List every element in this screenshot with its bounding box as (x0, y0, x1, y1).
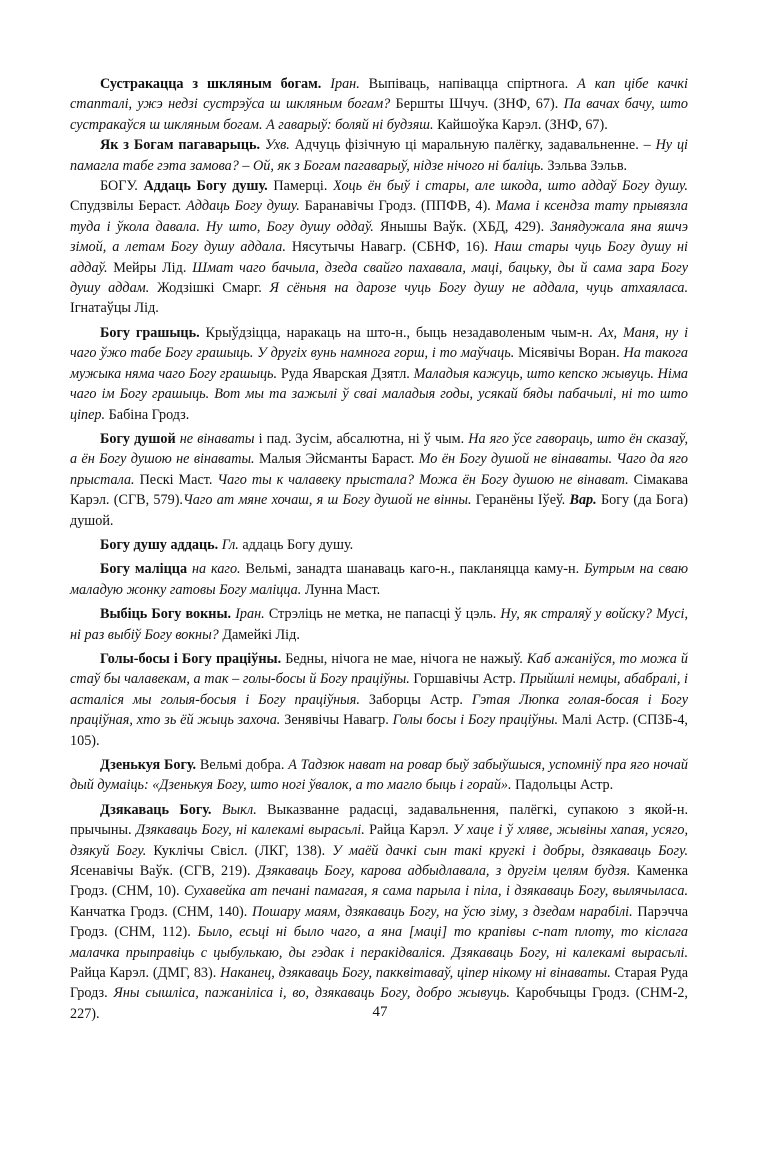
definition-text: Руда Яварская Дзятл. (277, 365, 414, 382)
definition-text: Малыя Эйсманты Бараст. (254, 451, 419, 468)
entry-bogu-dushu-addats (70, 535, 688, 555)
variant-label: Вар. (569, 492, 597, 509)
entry-vybits-bogu-vokny (70, 604, 688, 645)
italic-text: Ну ці памагла табе гэта замова? – Ой, як з Богам пагаварыў, нідзе нічого ні баліць. (70, 137, 688, 174)
dictionary-page (70, 74, 688, 1024)
definition-text: Сімакава Карэл. (СГВ, 579). (70, 471, 689, 509)
definition-text: Лунна Маст. (301, 581, 381, 598)
entry-goly-bosy (70, 649, 688, 751)
definition-text: Парэчча Гродз. (СНМ, 112). (70, 903, 688, 941)
italic-text: А Тадзюк нават на ровар быў забыўшыся, успомніў пра яго ночай дый думаіць: «Дзенькуя Богу, што ногі ўвалок, а то магло быць і горай». (70, 757, 688, 794)
italic-text: Мо ён Богу душой не вінаваты. Чаго да яго прыстала. (70, 451, 688, 488)
definition-text: Бершты Шчуч. (ЗНФ, 67). (390, 96, 564, 113)
italic-text: Мама і ксендза тату прывязла туда і ўкола давала. Ну што, Богу душу оддаў. (70, 198, 688, 235)
italic-text: Ах, Маня, ну і чаго ўжо табе Богу грашыць. У другіх вунь намнога горш, і то маўчаць. (70, 324, 689, 362)
definition-text: Янышы Ваўк. (ХБД, 429). (373, 218, 551, 235)
definition-text: Місявічы Воран. (514, 345, 624, 362)
definition-text: Старая Руда Гродз. (70, 965, 688, 1002)
definition-text: Выказванне радасці, задавальнення, палёгкі, супакою з якой-н. прычыны. (70, 801, 688, 839)
definition-text: Каробчыцы Гродз. (СНМ-2, 227). (70, 985, 688, 1022)
definition-text: Вельмі добра. (196, 757, 289, 773)
italic-text: Сухавейка ат печані памагая, я сама парыла і піла, і дзякаваць Богу, вылячылаcа. (183, 883, 688, 900)
definition-text: Ясенавічы Ваўк. (СГВ, 219). (70, 863, 257, 880)
definition-text: Стрэліць не метка, не папасці ў цэль. (264, 606, 501, 623)
italic-text: Ну, як страляў у войску? Мусі, ні раз выбіў Богу вокны? (70, 606, 688, 643)
italic-text: Дзякаваць Богу, карова адбыдлавала, з другім целям будзя. (256, 863, 631, 880)
headword: Выбіць Богу вокны. (100, 606, 232, 623)
definition-text: Райца Карэл. (ДМГ, 83). (70, 965, 221, 982)
italic-text: Яны сышліса, пажаніліса і, во, дзякаваць Богу, добро жывуць. (113, 985, 510, 1002)
italic-text: Іран. (321, 76, 360, 92)
definition-text: Канчатка Гродз. (СНМ, 140). (70, 903, 253, 920)
definition-text: Памерці. (267, 178, 334, 195)
definition-text: Зэльва Зэльв. (543, 157, 628, 174)
italic-text: Па вачах бачу, што сустракаўся ш шкляным богам. А гаварыў: боляй ні будзяш. (70, 96, 688, 133)
italic-text: Чаго ат мяне хочаш, я ш Богу душой не вінны. (182, 492, 472, 509)
headword: Сустракацца з шкляным богам. (100, 76, 322, 92)
headword: Богу душу аддаць. (100, 536, 219, 553)
entry-bogu-grashyts (70, 323, 688, 425)
definition-text: Падольцы Астр. (511, 777, 614, 794)
definition-text: Кайшоўка Карэл. (ЗНФ, 67). (433, 116, 608, 133)
headword: Богу маліцца (100, 561, 188, 578)
definition-text: Пескі Маст. (134, 471, 218, 488)
definition-text: Горшавічы Астр. (409, 671, 520, 688)
entry-dzenkuya-bogu (70, 755, 688, 796)
definition-text: Спудзвілы Бераст. (70, 198, 187, 215)
definition-text: Мейры Лід. (107, 259, 193, 276)
definition-text: Малі Астр. (СПЗБ-4, 105). (70, 712, 688, 749)
entry-yak-z-bogam (70, 135, 688, 176)
italic-text: Я сёньня на дарозе чуць Богу душу не аддала, чуць атхаяласа. (269, 280, 689, 297)
italic-text: Чаго ты к чалавеку прыстала? Можа ён Богу душою не вінават. (217, 471, 629, 488)
definition-text: Баранавічы Гродз. (ППФВ, 4). (299, 198, 496, 215)
italic-text: На яго ўсе гавораць, што ён сказаў, а ён Богу душою не вінаваты. (70, 430, 689, 468)
definition-text: Нясутычы Навагр. (СБНФ, 16). (285, 239, 495, 256)
italic-text: Дзякаваць Богу, ні калекамі вырасьлі. (135, 822, 365, 839)
italic-text: Іран. (231, 606, 265, 623)
definition-text: Райца Карэл. (364, 822, 454, 839)
italic-text: У хаце і ў хляве, жывіны хапая, усяго, дзякуй Богу. (70, 822, 688, 859)
italic-text: Гл. (218, 536, 239, 553)
italic-text: Голы босы і Богу праціўны. (392, 712, 559, 729)
definition-text: аддаць Богу душу. (238, 536, 354, 553)
italic-text: не вінаваты (175, 430, 255, 447)
italic-text: Гэтая Люпка голая-босая і Богу праціўная, хто зь ёй жыць захоча. (70, 691, 688, 729)
headword: Богу душой (100, 430, 176, 447)
definition-text: Вельмі, занадта шанаваць каго-н., пакланяцца каму-н. (240, 561, 585, 578)
definition-text: Куклічы Свісл. (ЛКГ, 138). (146, 842, 333, 859)
italic-text: Каб ажаніўся, то можа й стаў бы чалавекам, а так – голы-босы й Богу праціўны. (70, 650, 688, 688)
italic-text: Выкл. (211, 801, 257, 818)
definition-text: і пад. Зусім, абсалютна, ні ў чым. (254, 430, 469, 447)
headword: Дзякаваць Богу. (100, 801, 212, 818)
italic-text: Наш стары чуць Богу душу ні аддаў. (70, 239, 688, 276)
entry-bogu-dushoy (70, 429, 688, 531)
definition-text: Бабіна Гродз. (105, 406, 190, 423)
definition-text: Адчуць фізічную ці маральную палёгку, задавальненне. – (289, 137, 656, 154)
definition-text: Богу (да Бога) душой. (70, 492, 688, 529)
italic-text: На такога мужыка няма чаго Богу грашыць. (70, 345, 688, 382)
italic-text: Шмат чаго бачыла, дзеда свайго пахавала, маці, бацьку, ды й сама зара Богу душу аддам. (70, 259, 688, 297)
definition-text: Бедны, нічога не мае, нічога не нажыў. (281, 650, 527, 667)
italic-text: А кап цібе качкі стапталі, ужэ недзі сустрэўса ш шкляным богам? (70, 76, 688, 113)
italic-text: Хоць ён быў і стары, але шкода, што аддаў Богу душу. (333, 178, 688, 195)
headword: Богу грашыць. (100, 324, 200, 341)
entry-sustrakatstsa (70, 74, 688, 135)
definition-text: Дамейкі Лід. (218, 626, 300, 643)
italic-text: Маладыя кажуць, што кепско жывуць. Німа чаго ім Богу грашыць. Вот мы та зажылі ў сваі маладыя годы, усякай бяды пабачылі, ні то што ціпер. (70, 365, 689, 423)
definition-text: Каменка Гродз. (СНМ, 10). (70, 863, 688, 900)
definition-text: БОГУ. (100, 178, 144, 195)
italic-text: Занядужала яна яшчэ зімой, а летам Богу душу аддала. (70, 218, 688, 256)
definition-text: Ігнатаўцы Лід. (70, 300, 159, 317)
definition-text: Заборцы Астр. (359, 691, 472, 708)
italic-text: Прыйшлі немцы, абабралі, і асталіся мы голыя-босыя і Богу праціўныя. (70, 671, 688, 708)
italic-text: Пошару маям, дзякаваць Богу, на ўсю зіму, з дзедам нарабілі. (252, 903, 633, 920)
entry-dzyakavats-bogu (70, 800, 688, 1024)
headword: Як з Богам пагаварыць. (100, 137, 261, 154)
entry-bogu-malitstsa (70, 559, 688, 600)
definition-text: Крыўдзіцца, наракаць на што-н., быць незадаволеным чым-н. (199, 324, 599, 341)
definition-text: Зенявічы Навагр. (280, 712, 393, 729)
definition-text: Выпіваць, напівацца спіртнога. (359, 76, 578, 92)
entry-addats-bogu-dushu (70, 176, 688, 319)
italic-text: Аддаць Богу душу. (186, 198, 300, 215)
italic-text: Бутрым на сваю маладую жонку гатовы Богу маліцца. (70, 561, 688, 598)
headword: Голы-босы і Богу праціўны. (100, 650, 282, 667)
headword: Дзенькуя Богу. (100, 757, 197, 773)
italic-text: У маёй дачкі сын такі кругкі і добры, дзякаваць Богу. (332, 842, 689, 859)
italic-text: Было, есьці ні было чаго, а яна [маці] то крапівы с-пат плоту, то кіслага малачка прыправіць с цыбулькаю, ды гэдак і перакідваліся. Дзякаваць Богу, ні калекамі вырасьлі. (70, 924, 688, 961)
headword: Аддаць Богу душу. (143, 178, 268, 195)
italic-text: Наканец, дзякаваць Богу, пакквітаваў, ціпер нікому ні вінаваты. (220, 965, 611, 982)
italic-text: Ухв. (260, 137, 290, 154)
italic-text: на каго. (187, 561, 241, 578)
definition-text: Геранёны Іўеў. (471, 492, 570, 509)
definition-text: Жодзішкі Смарг. (149, 280, 270, 297)
page-number: 47 (372, 1004, 388, 1020)
